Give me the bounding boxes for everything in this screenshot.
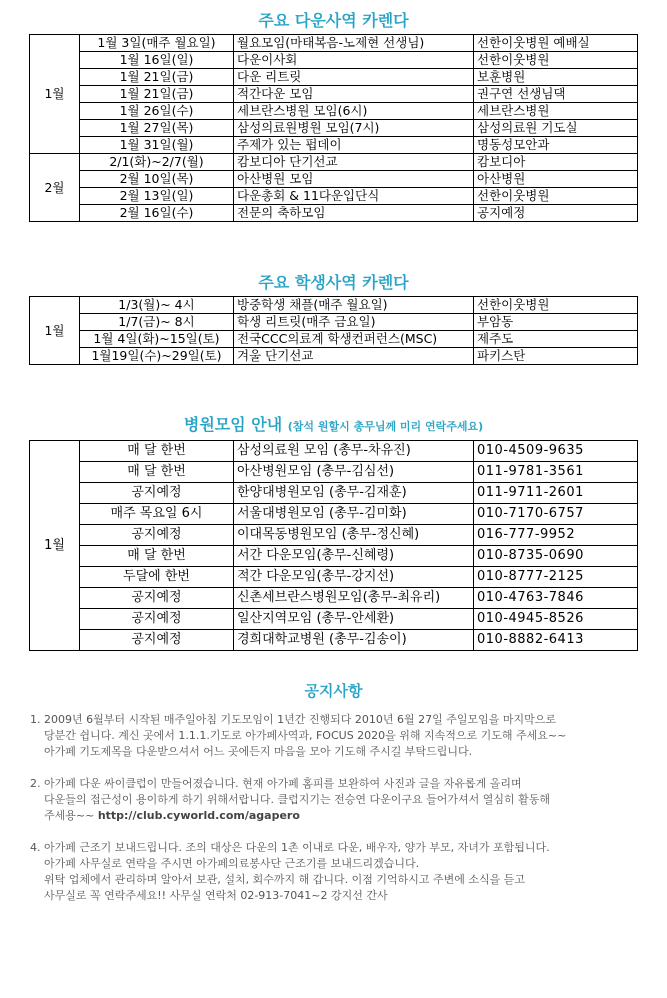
table-row bbox=[30, 297, 638, 314]
event-cell: 삼성의료원병원 모임(7시) bbox=[234, 120, 474, 137]
notice-line bbox=[30, 792, 640, 808]
date-cell: 공지예정 bbox=[80, 588, 234, 609]
phone-cell: 010-8777-2125 bbox=[474, 567, 638, 588]
notice-item bbox=[30, 712, 640, 760]
place-cell: 아산병원 bbox=[474, 171, 638, 188]
notice-line bbox=[30, 840, 640, 856]
date-cell: 1/7(금)~ 8시 bbox=[80, 314, 234, 331]
notice-text: 아가페 근조기 보내드립니다. 조의 대상은 다운의 1촌 이내로 다운, 배우자, 양가 부모, 자녀가 포함됩니다. bbox=[44, 841, 550, 854]
date-cell: 2/1(화)~2/7(월) bbox=[80, 154, 234, 171]
place-cell: 권구연 선생님댁 bbox=[474, 86, 638, 103]
date-cell: 매 달 한번 bbox=[80, 441, 234, 462]
table-row bbox=[30, 103, 638, 120]
event-cell: 다운 리트릿 bbox=[234, 69, 474, 86]
table-row bbox=[30, 525, 638, 546]
place-cell: 공지예정 bbox=[474, 205, 638, 222]
phone-cell: 016-777-9952 bbox=[474, 525, 638, 546]
place-cell: 세브란스병원 bbox=[474, 103, 638, 120]
event-cell: 이대목동병원모임 (총무-정신혜) bbox=[234, 525, 474, 546]
place-cell: 선한이웃병원 bbox=[474, 52, 638, 69]
notice-number: 1. bbox=[30, 713, 41, 726]
place-cell: 제주도 bbox=[474, 331, 638, 348]
date-cell: 공지예정 bbox=[80, 483, 234, 504]
place-cell: 부암동 bbox=[474, 314, 638, 331]
phone-cell: 010-4763-7846 bbox=[474, 588, 638, 609]
table-row bbox=[30, 588, 638, 609]
hospital-meeting-table bbox=[29, 440, 638, 651]
table-row bbox=[30, 331, 638, 348]
notice-text: 2009년 6월부터 시작된 매주일아침 기도모임이 1년간 진행되다 2010년 6월 27일 주일모임을 마지막으로 bbox=[44, 713, 556, 726]
table-row bbox=[30, 348, 638, 365]
date-cell: 공지예정 bbox=[80, 525, 234, 546]
event-cell: 전문의 축하모임 bbox=[234, 205, 474, 222]
event-cell: 방중학생 채플(매주 월요일) bbox=[234, 297, 474, 314]
month-cell: 1월 bbox=[30, 297, 80, 365]
date-cell: 1/3(월)~ 4시 bbox=[80, 297, 234, 314]
place-cell: 명동성모안과 bbox=[474, 137, 638, 154]
place-cell: 캄보디아 bbox=[474, 154, 638, 171]
notice-text: 아가페 다운 싸이클럽이 만들어졌습니다. 현재 아가페 홈피를 보완하여 사진과 글을 자유롭게 올리며 bbox=[44, 777, 522, 790]
month-cell: 2월 bbox=[30, 154, 80, 222]
date-cell: 매 달 한번 bbox=[80, 462, 234, 483]
notice-text: 아가페 사무실로 연락을 주시면 아가페의료봉사단 근조기를 보내드리겠습니다. bbox=[44, 857, 420, 870]
table-row bbox=[30, 154, 638, 171]
place-cell: 선한이웃병원 bbox=[474, 188, 638, 205]
event-cell: 다운이사회 bbox=[234, 52, 474, 69]
table-row bbox=[30, 171, 638, 188]
table-row bbox=[30, 567, 638, 588]
event-cell: 학생 리트릿(매주 금요일) bbox=[234, 314, 474, 331]
table-row bbox=[30, 35, 638, 52]
notice-number: 2. bbox=[30, 777, 41, 790]
phone-cell: 010-4509-9635 bbox=[474, 441, 638, 462]
notice-line bbox=[30, 712, 640, 728]
hospital-meeting-heading: 병원모임 안내 bbox=[183, 415, 283, 434]
place-cell: 보훈병원 bbox=[474, 69, 638, 86]
month-cell: 1월 bbox=[30, 441, 80, 651]
date-cell: 2월 10일(목) bbox=[80, 171, 234, 188]
event-cell: 경희대학교병원 (총무-김송이) bbox=[234, 630, 474, 651]
place-cell: 선한이웃병원 예배실 bbox=[474, 35, 638, 52]
event-cell: 일산지역모임 (총무-안세환) bbox=[234, 609, 474, 630]
table-row bbox=[30, 504, 638, 525]
date-cell: 1월 26일(수) bbox=[80, 103, 234, 120]
notice-text: 위탁 업체에서 관리하며 알아서 보관, 설치, 회수까지 해 갑니다. 이점 기억하시고 주변에 소식을 듣고 bbox=[44, 873, 525, 886]
notice-line bbox=[30, 808, 640, 824]
date-cell: 공지예정 bbox=[80, 609, 234, 630]
phone-cell: 010-8882-6413 bbox=[474, 630, 638, 651]
notice-text: 주세용~~ bbox=[44, 809, 95, 822]
event-cell: 월요모임(마태복음-노제현 선생님) bbox=[234, 35, 474, 52]
date-cell: 1월 3일(매주 월요일) bbox=[80, 35, 234, 52]
date-cell: 2월 16일(수) bbox=[80, 205, 234, 222]
hospital-meeting-subtitle: (참석 원할시 총무님께 미리 연락주세요) bbox=[287, 420, 484, 433]
student-calendar-title: 주요 학생사역 카렌다 bbox=[258, 273, 409, 292]
notice-text: 다운들의 접근성이 용이하게 하기 위해서랍니다. 클럽지기는 전승연 다운이구요 들어가셔서 열심히 활동해 bbox=[44, 793, 551, 806]
place-cell: 선한이웃병원 bbox=[474, 297, 638, 314]
phone-cell: 011-9711-2601 bbox=[474, 483, 638, 504]
notice-line bbox=[30, 888, 640, 904]
table-row bbox=[30, 609, 638, 630]
table-row bbox=[30, 120, 638, 137]
student-calendar-table bbox=[29, 296, 638, 365]
table-row bbox=[30, 188, 638, 205]
table-row bbox=[30, 52, 638, 69]
date-cell: 1월 16일(일) bbox=[80, 52, 234, 69]
table-row bbox=[30, 86, 638, 103]
event-cell: 겨울 단기선교 bbox=[234, 348, 474, 365]
notice-line bbox=[30, 872, 640, 888]
date-cell: 1월 27일(목) bbox=[80, 120, 234, 137]
table-row bbox=[30, 630, 638, 651]
event-cell: 세브란스병원 모임(6시) bbox=[234, 103, 474, 120]
table-row bbox=[30, 314, 638, 331]
notice-line bbox=[30, 856, 640, 872]
hospital-meeting-title bbox=[0, 412, 667, 435]
notice-text: 당분간 쉽니다. 계신 곳에서 1.1.1.기도로 아가페사역과, FOCUS 2020을 위해 지속적으로 기도해 주세요~~ bbox=[44, 729, 567, 742]
event-cell: 한양대병원모임 (총무-김재훈) bbox=[234, 483, 474, 504]
date-cell: 1월 21일(금) bbox=[80, 69, 234, 86]
place-cell: 파키스탄 bbox=[474, 348, 638, 365]
month-cell: 1월 bbox=[30, 35, 80, 154]
date-cell: 2월 13일(일) bbox=[80, 188, 234, 205]
date-cell: 매주 목요일 6시 bbox=[80, 504, 234, 525]
event-cell: 삼성의료원 모임 (총무-차유진) bbox=[234, 441, 474, 462]
notice-item bbox=[30, 776, 640, 824]
event-cell: 적간 다운모임(총무-강지선) bbox=[234, 567, 474, 588]
event-cell: 적간다운 모임 bbox=[234, 86, 474, 103]
date-cell: 공지예정 bbox=[80, 630, 234, 651]
phone-cell: 010-4945-8526 bbox=[474, 609, 638, 630]
table-row bbox=[30, 483, 638, 504]
event-cell: 서울대병원모임 (총무-김미화) bbox=[234, 504, 474, 525]
date-cell: 1월 31일(월) bbox=[80, 137, 234, 154]
table-row bbox=[30, 205, 638, 222]
event-cell: 캄보디아 단기선교 bbox=[234, 154, 474, 171]
table-row bbox=[30, 69, 638, 86]
event-cell: 다운총회 & 11다운입단식 bbox=[234, 188, 474, 205]
notice-item bbox=[30, 840, 640, 904]
date-cell: 1월 21일(금) bbox=[80, 86, 234, 103]
date-cell: 매 달 한번 bbox=[80, 546, 234, 567]
club-link[interactable]: http://club.cyworld.com/agapero bbox=[97, 809, 300, 822]
notice-line bbox=[30, 744, 640, 760]
notice-text: 사무실로 꼭 연락주세요!! 사무실 연락처 02-913-7041~2 강지선 간사 bbox=[44, 889, 388, 902]
phone-cell: 010-7170-6757 bbox=[474, 504, 638, 525]
notice-line bbox=[30, 728, 640, 744]
phone-cell: 011-9781-3561 bbox=[474, 462, 638, 483]
table-row bbox=[30, 546, 638, 567]
down-calendar-title: 주요 다운사역 카렌다 bbox=[258, 11, 409, 30]
event-cell: 전국CCC의료계 학생컨퍼런스(MSC) bbox=[234, 331, 474, 348]
event-cell: 신촌세브란스병원모임(총무-최유리) bbox=[234, 588, 474, 609]
notice-list bbox=[30, 712, 640, 920]
table-row bbox=[30, 462, 638, 483]
down-calendar-table bbox=[29, 34, 638, 222]
place-cell: 삼성의료원 기도실 bbox=[474, 120, 638, 137]
notice-text: 아가페 기도제목을 다운받으셔서 어느 곳에든지 마음을 모아 기도해 주시길 부탁드립니다. bbox=[44, 745, 473, 758]
date-cell: 두달에 한번 bbox=[80, 567, 234, 588]
phone-cell: 010-8735-0690 bbox=[474, 546, 638, 567]
event-cell: 아산병원 모임 bbox=[234, 171, 474, 188]
date-cell: 1월19일(수)~29일(토) bbox=[80, 348, 234, 365]
event-cell: 서간 다운모임(총무-신혜령) bbox=[234, 546, 474, 567]
notice-number: 4. bbox=[30, 841, 41, 854]
table-row bbox=[30, 137, 638, 154]
date-cell: 1월 4일(화)~15일(토) bbox=[80, 331, 234, 348]
event-cell: 주제가 있는 펍데이 bbox=[234, 137, 474, 154]
notice-line bbox=[30, 776, 640, 792]
event-cell: 아산병원모임 (총무-김심선) bbox=[234, 462, 474, 483]
notice-title: 공지사항 bbox=[304, 682, 363, 700]
table-row bbox=[30, 441, 638, 462]
